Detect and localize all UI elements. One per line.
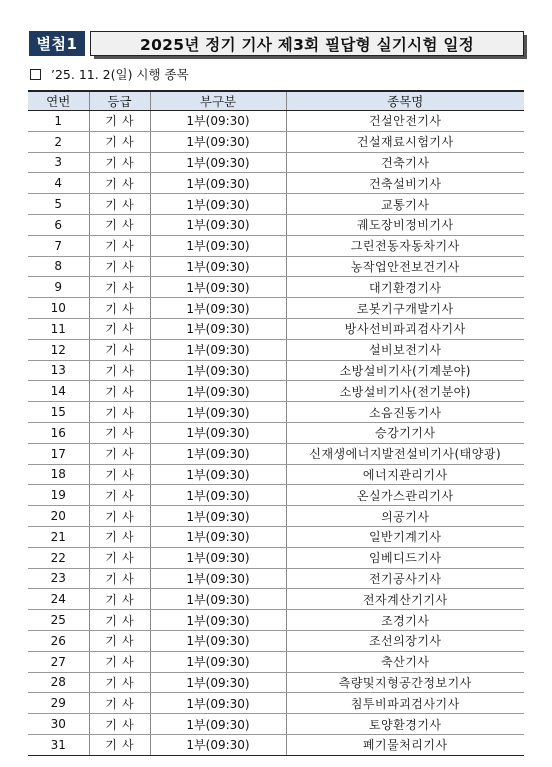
- table-row: [28, 173, 524, 194]
- cell-session: 1부(09:30): [150, 214, 286, 235]
- cell-subject: 전자계산기기사: [286, 589, 524, 610]
- cell-subject: 토양환경기사: [286, 714, 524, 735]
- cell-session: 1부(09:30): [150, 485, 286, 506]
- cell-subject: 승강기기사: [286, 422, 524, 443]
- table-row: [28, 464, 524, 485]
- cell-grade: 기사: [89, 339, 150, 360]
- cell-number: 7: [28, 235, 89, 256]
- cell-number: 15: [28, 402, 89, 423]
- cell-session: 1부(09:30): [150, 173, 286, 194]
- cell-session: 1부(09:30): [150, 277, 286, 298]
- table-row: [28, 526, 524, 547]
- cell-session: 1부(09:30): [150, 693, 286, 714]
- table-row: [28, 318, 524, 339]
- cell-grade: 기사: [89, 402, 150, 423]
- cell-number: 31: [28, 734, 89, 755]
- cell-subject: 소방설비기사(기계분야): [286, 360, 524, 381]
- cell-number: 14: [28, 381, 89, 402]
- cell-grade: 기사: [89, 547, 150, 568]
- cell-grade: 기사: [89, 256, 150, 277]
- cell-grade: 기사: [89, 526, 150, 547]
- cell-number: 4: [28, 173, 89, 194]
- cell-grade: 기사: [89, 651, 150, 672]
- cell-session: 1부(09:30): [150, 443, 286, 464]
- table-body: [28, 111, 524, 756]
- table-row: [28, 214, 524, 235]
- cell-session: 1부(09:30): [150, 506, 286, 527]
- cell-number: 23: [28, 568, 89, 589]
- column-header-grade: 등급: [89, 91, 150, 111]
- cell-number: 20: [28, 506, 89, 527]
- cell-subject: 대기환경기사: [286, 277, 524, 298]
- cell-subject: 궤도장비정비기사: [286, 214, 524, 235]
- table-row: [28, 443, 524, 464]
- cell-number: 22: [28, 547, 89, 568]
- column-header-number: 연번: [28, 91, 89, 111]
- cell-number: 13: [28, 360, 89, 381]
- table-row: [28, 111, 524, 132]
- column-header-subject: 종목명: [286, 91, 524, 111]
- cell-grade: 기사: [89, 277, 150, 298]
- cell-subject: 임베디드기사: [286, 547, 524, 568]
- table-row: [28, 339, 524, 360]
- cell-subject: 건축설비기사: [286, 173, 524, 194]
- cell-session: 1부(09:30): [150, 298, 286, 319]
- table-header-row: [28, 91, 524, 111]
- table-row: [28, 360, 524, 381]
- table-row: [28, 235, 524, 256]
- cell-subject: 농작업안전보건기사: [286, 256, 524, 277]
- cell-session: 1부(09:30): [150, 152, 286, 173]
- cell-session: 1부(09:30): [150, 360, 286, 381]
- cell-subject: 건축기사: [286, 152, 524, 173]
- cell-grade: 기사: [89, 422, 150, 443]
- cell-number: 12: [28, 339, 89, 360]
- cell-number: 27: [28, 651, 89, 672]
- cell-grade: 기사: [89, 485, 150, 506]
- cell-subject: 측량및지형공간정보기사: [286, 672, 524, 693]
- cell-number: 9: [28, 277, 89, 298]
- cell-number: 24: [28, 589, 89, 610]
- cell-number: 28: [28, 672, 89, 693]
- subtitle: [30, 66, 189, 82]
- cell-number: 6: [28, 214, 89, 235]
- cell-subject: 소음진동기사: [286, 402, 524, 423]
- cell-number: 5: [28, 194, 89, 215]
- schedule-table: [28, 90, 524, 756]
- cell-session: 1부(09:30): [150, 526, 286, 547]
- table-row: [28, 693, 524, 714]
- cell-session: 1부(09:30): [150, 714, 286, 735]
- cell-grade: 기사: [89, 589, 150, 610]
- table-row: [28, 298, 524, 319]
- table-row: [28, 651, 524, 672]
- table-row: [28, 131, 524, 152]
- table-row: [28, 672, 524, 693]
- table-row: [28, 568, 524, 589]
- cell-subject: 에너지관리기사: [286, 464, 524, 485]
- cell-subject: 교통기사: [286, 194, 524, 215]
- table-row: [28, 422, 524, 443]
- cell-number: 17: [28, 443, 89, 464]
- cell-number: 21: [28, 526, 89, 547]
- cell-session: 1부(09:30): [150, 464, 286, 485]
- cell-grade: 기사: [89, 568, 150, 589]
- table-row: [28, 734, 524, 755]
- table-row: [28, 381, 524, 402]
- cell-subject: 방사선비파괴검사기사: [286, 318, 524, 339]
- cell-subject: 일반기계기사: [286, 526, 524, 547]
- cell-session: 1부(09:30): [150, 402, 286, 423]
- cell-number: 2: [28, 131, 89, 152]
- cell-grade: 기사: [89, 381, 150, 402]
- cell-grade: 기사: [89, 506, 150, 527]
- cell-subject: 로봇기구개발기사: [286, 298, 524, 319]
- cell-number: 11: [28, 318, 89, 339]
- cell-session: 1부(09:30): [150, 111, 286, 132]
- cell-subject: 건설재료시험기사: [286, 131, 524, 152]
- table-row: [28, 277, 524, 298]
- cell-grade: 기사: [89, 443, 150, 464]
- cell-session: 1부(09:30): [150, 339, 286, 360]
- cell-grade: 기사: [89, 131, 150, 152]
- cell-session: 1부(09:30): [150, 589, 286, 610]
- table-row: [28, 630, 524, 651]
- cell-session: 1부(09:30): [150, 734, 286, 755]
- cell-number: 19: [28, 485, 89, 506]
- cell-subject: 폐기물처리기사: [286, 734, 524, 755]
- table-row: [28, 256, 524, 277]
- cell-grade: 기사: [89, 360, 150, 381]
- table-row: [28, 589, 524, 610]
- cell-number: 16: [28, 422, 89, 443]
- cell-session: 1부(09:30): [150, 568, 286, 589]
- cell-subject: 설비보전기사: [286, 339, 524, 360]
- cell-session: 1부(09:30): [150, 194, 286, 215]
- cell-session: 1부(09:30): [150, 131, 286, 152]
- cell-grade: 기사: [89, 298, 150, 319]
- cell-number: 10: [28, 298, 89, 319]
- cell-grade: 기사: [89, 672, 150, 693]
- cell-session: 1부(09:30): [150, 235, 286, 256]
- cell-grade: 기사: [89, 734, 150, 755]
- table-row: [28, 547, 524, 568]
- cell-grade: 기사: [89, 235, 150, 256]
- cell-session: 1부(09:30): [150, 630, 286, 651]
- cell-subject: 조경기사: [286, 610, 524, 631]
- cell-subject: 온실가스관리기사: [286, 485, 524, 506]
- cell-number: 18: [28, 464, 89, 485]
- cell-grade: 기사: [89, 630, 150, 651]
- cell-subject: 건설안전기사: [286, 111, 524, 132]
- table-row: [28, 714, 524, 735]
- checkbox-icon: [30, 69, 41, 80]
- table-row: [28, 152, 524, 173]
- table-row: [28, 194, 524, 215]
- cell-grade: 기사: [89, 194, 150, 215]
- cell-grade: 기사: [89, 214, 150, 235]
- cell-number: 29: [28, 693, 89, 714]
- column-header-session: 부구분: [150, 91, 286, 111]
- cell-grade: 기사: [89, 173, 150, 194]
- subtitle-text: ’25. 11. 2(일) 시행 종목: [51, 67, 189, 82]
- cell-grade: 기사: [89, 464, 150, 485]
- cell-number: 25: [28, 610, 89, 631]
- attachment-badge: 별첨1: [29, 31, 85, 56]
- cell-subject: 조선의장기사: [286, 630, 524, 651]
- cell-subject: 소방설비기사(전기분야): [286, 381, 524, 402]
- table-row: [28, 402, 524, 423]
- cell-number: 8: [28, 256, 89, 277]
- cell-number: 3: [28, 152, 89, 173]
- cell-grade: 기사: [89, 111, 150, 132]
- cell-subject: 의공기사: [286, 506, 524, 527]
- cell-session: 1부(09:30): [150, 672, 286, 693]
- cell-number: 30: [28, 714, 89, 735]
- cell-subject: 침투비파괴검사기사: [286, 693, 524, 714]
- cell-grade: 기사: [89, 152, 150, 173]
- cell-session: 1부(09:30): [150, 381, 286, 402]
- cell-session: 1부(09:30): [150, 256, 286, 277]
- cell-number: 1: [28, 111, 89, 132]
- cell-grade: 기사: [89, 318, 150, 339]
- cell-session: 1부(09:30): [150, 422, 286, 443]
- cell-subject: 그린전동자동차기사: [286, 235, 524, 256]
- cell-grade: 기사: [89, 693, 150, 714]
- page-title: 2025년 정기 기사 제3회 필답형 실기시험 일정: [90, 31, 524, 56]
- cell-grade: 기사: [89, 610, 150, 631]
- cell-number: 26: [28, 630, 89, 651]
- table-row: [28, 610, 524, 631]
- cell-session: 1부(09:30): [150, 318, 286, 339]
- cell-session: 1부(09:30): [150, 610, 286, 631]
- cell-subject: 전기공사기사: [286, 568, 524, 589]
- title-bar: [29, 31, 524, 56]
- table-row: [28, 506, 524, 527]
- cell-session: 1부(09:30): [150, 651, 286, 672]
- cell-session: 1부(09:30): [150, 547, 286, 568]
- cell-subject: 신재생에너지발전설비기사(태양광): [286, 443, 524, 464]
- cell-grade: 기사: [89, 714, 150, 735]
- table-row: [28, 485, 524, 506]
- cell-subject: 축산기사: [286, 651, 524, 672]
